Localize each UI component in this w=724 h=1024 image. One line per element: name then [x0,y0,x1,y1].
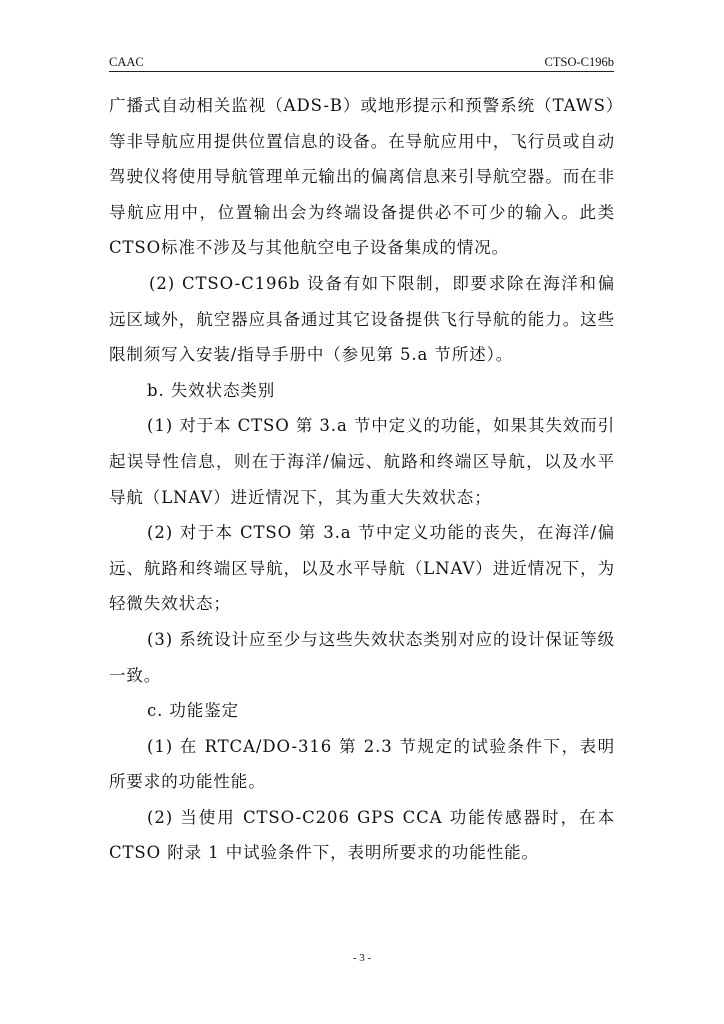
section-heading-b: b. 失效状态类别 [147,380,276,400]
section-heading-c: c. 功能鉴定 [147,701,240,721]
header-org: CAAC [109,55,144,69]
document-body [109,88,615,871]
page-header [109,54,614,70]
paragraph-c2: (2) 当使用 CTSO-C206 GPS CCA 功能传感器时，在本 CTSO 附录 1 中试验条件下，表明所要求的功能性能。 [109,807,615,863]
header-doc-id: CTSO-C196b [544,55,614,69]
page-number: - 3 - [352,952,372,964]
paragraph-b3: (3) 系统设计应至少与这些失效状态类别对应的设计保证等级一致。 [109,629,615,685]
paragraph-continued: 广播式自动相关监视（ADS-B）或地形提示和预警系统（TAWS）等非导航应用提供位置信息的设备。在导航应用中，飞行员或自动驾驶仪将使用导航管理单元输出的偏离信息来引导航空器。而在非导航应用中，位置输出会为终端设备提供必不可少的输入。此类CTSO标准不涉及与其他航空电子设备集成的情况。 [109,96,615,258]
paragraph-limitations: (2) CTSO-C196b 设备有如下限制，即要求除在海洋和偏远区域外，航空器应具备通过其它设备提供飞行导航的能力。这些限制须写入安装/指导手册中（参见第 5.a 节所述）。 [109,273,615,365]
paragraph-c1: (1) 在 RTCA/DO-316 第 2.3 节规定的试验条件下，表明所要求的功能性能。 [109,736,615,792]
paragraph-b1: (1) 对于本 CTSO 第 3.a 节中定义的功能，如果其失效而引起误导性信息，则在于海洋/偏远、航路和终端区导航，以及水平导航（LNAV）进近情况下，其为重大失效状态； [109,416,615,507]
header-divider [109,71,614,72]
paragraph-b2: (2) 对于本 CTSO 第 3.a 节中定义功能的丧失，在海洋/偏远、航路和终端区导航，以及水平导航（LNAV）进近情况下，为轻微失效状态； [109,523,615,614]
